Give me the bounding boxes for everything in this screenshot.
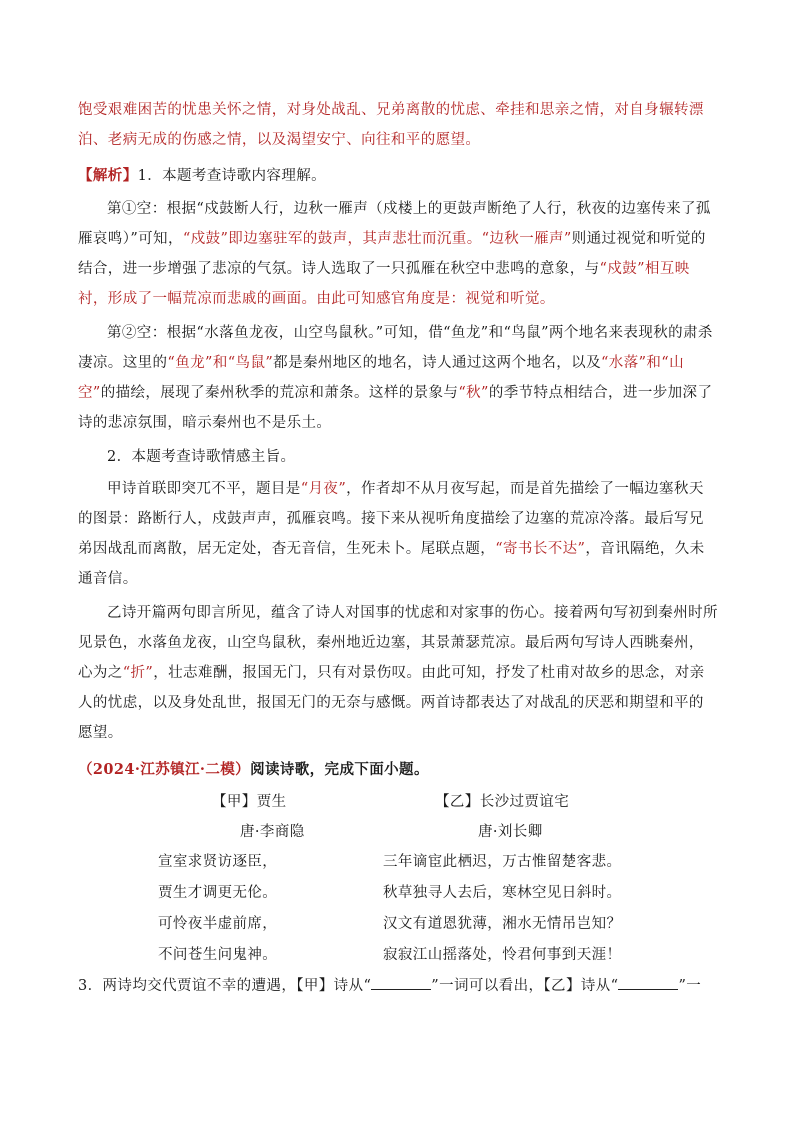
analysis-yi: 乙诗开篇两句即言所见，蕴含了诗人对国事的忧虑和对家事的伤心。接着两句写初到秦州时所见景色，水落鱼龙夜，山空鸟鼠秋，秦州地近边塞，其景萧瑟荒凉。最后两句写诗人西眺秦州，心为之“折”，壮志难酬，报国无门，只有对景伤叹。由此可知，抒发了杜甫对故乡的思念，对亲人的忧虑，以及身处乱世，报国无门的无奈与感慨。两首诗都表达了对战乱的厌恶和期望和平的愿望。 bbox=[78, 605, 718, 741]
answer-blank[interactable] bbox=[618, 975, 678, 990]
intro-paragraph: 饱受艰难困苦的忧患关怀之情，对身处战乱、兄弟离散的忧虑、牵挂和思亲之情，对自身辗转漂泊、老病无成的伤感之情，以及渴望安宁、向往和平的愿望。 bbox=[78, 102, 704, 148]
analysis-blank1: 第①空：根据“戍鼓断人行，边秋一雁声（戍楼上的更鼓声断绝了人行，秋夜的边塞传来了孤雁哀鸣）”可知，“戍鼓”即边塞驻军的鼓声，其声悲壮而沉重。“边秋一雁声”则通过视觉和听觉的结合，进一步增强了悲凉的气氛。诗人选取了一只孤雁在秋空中悲鸣的意象，与“戍鼓”相互映衬，形成了一幅荒凉而悲戚的画面。由此可知感官角度是：视觉和听觉。 bbox=[78, 201, 711, 307]
poem-yi-title: 【乙】长沙过贾谊宅 bbox=[435, 794, 570, 810]
poem-yi-line: 秋草独寻人去后，寒林空见日斜时。 bbox=[383, 885, 622, 901]
analysis-jia: 甲诗首联即突兀不平，题目是“月夜”，作者却不从月夜写起，而是首先描绘了一幅边塞秋天的图景：路断行人，戍鼓声声，孤雁哀鸣。接下来从视听角度描绘了边塞的荒凉冷落。最后写兄弟因战乱而离散，居无定处，杳无音信，生死未卜。尾联点题，“寄书长不达”，音讯隔绝，久未通音信。 bbox=[78, 481, 705, 587]
analysis-blank2: 第②空：根据“水落鱼龙夜，山空鸟鼠秋。”可知，借“鱼龙”和“鸟鼠”两个地名来表现秋的肃杀凄凉。这里的“鱼龙”和“鸟鼠”都是秦州地区的地名，诗人通过这两个地名，以及“水落”和“山空”的描绘，展现了秦州秋季的荒凉和萧条。这样的景象与“秋”的季节特点相结合，进一步加深了诗的悲凉氛围，暗示秦州也不是乐土。 bbox=[78, 325, 713, 431]
poem-yi-line: 三年谪宦此栖迟，万古惟留楚客悲。 bbox=[383, 854, 622, 870]
analysis-tag: 【解析】 bbox=[78, 167, 138, 184]
poem-yi-line: 寂寂江山摇落处，怜君何事到天涯！ bbox=[383, 947, 622, 963]
question-3: 3．两诗均交代贾谊不幸的遭遇，【甲】诗从“ ”一词可以看出，【乙】诗从“ ”一 bbox=[78, 971, 718, 1001]
poem-jia-title: 【甲】贾生 bbox=[212, 794, 287, 810]
analysis-item2: 2．本题考查诗歌情感主旨。 bbox=[107, 449, 296, 465]
question-heading bbox=[78, 755, 718, 785]
poem-jia-author: 唐·李商隐 bbox=[240, 824, 305, 840]
poem-jia-line: 贾生才调更无伦。 bbox=[158, 885, 278, 901]
question-source: （2024·江苏镇江·二模） bbox=[78, 761, 251, 778]
poem-jia-line: 不问苍生问鬼神。 bbox=[158, 947, 278, 963]
poem-jia-line: 宣室求贤访逐臣， bbox=[158, 854, 278, 870]
answer-blank[interactable] bbox=[371, 975, 431, 990]
poem-yi-line: 汉文有道恩犹薄，湘水无情吊岂知？ bbox=[383, 916, 622, 932]
poem-jia-line: 可怜夜半虚前席， bbox=[158, 916, 278, 932]
poem-yi-author: 唐·刘长卿 bbox=[478, 824, 543, 840]
question-prompt: 阅读诗歌，完成下面小题。 bbox=[250, 761, 429, 778]
analysis-heading: 【解析】1．本题考查诗歌内容理解。 bbox=[78, 167, 327, 184]
